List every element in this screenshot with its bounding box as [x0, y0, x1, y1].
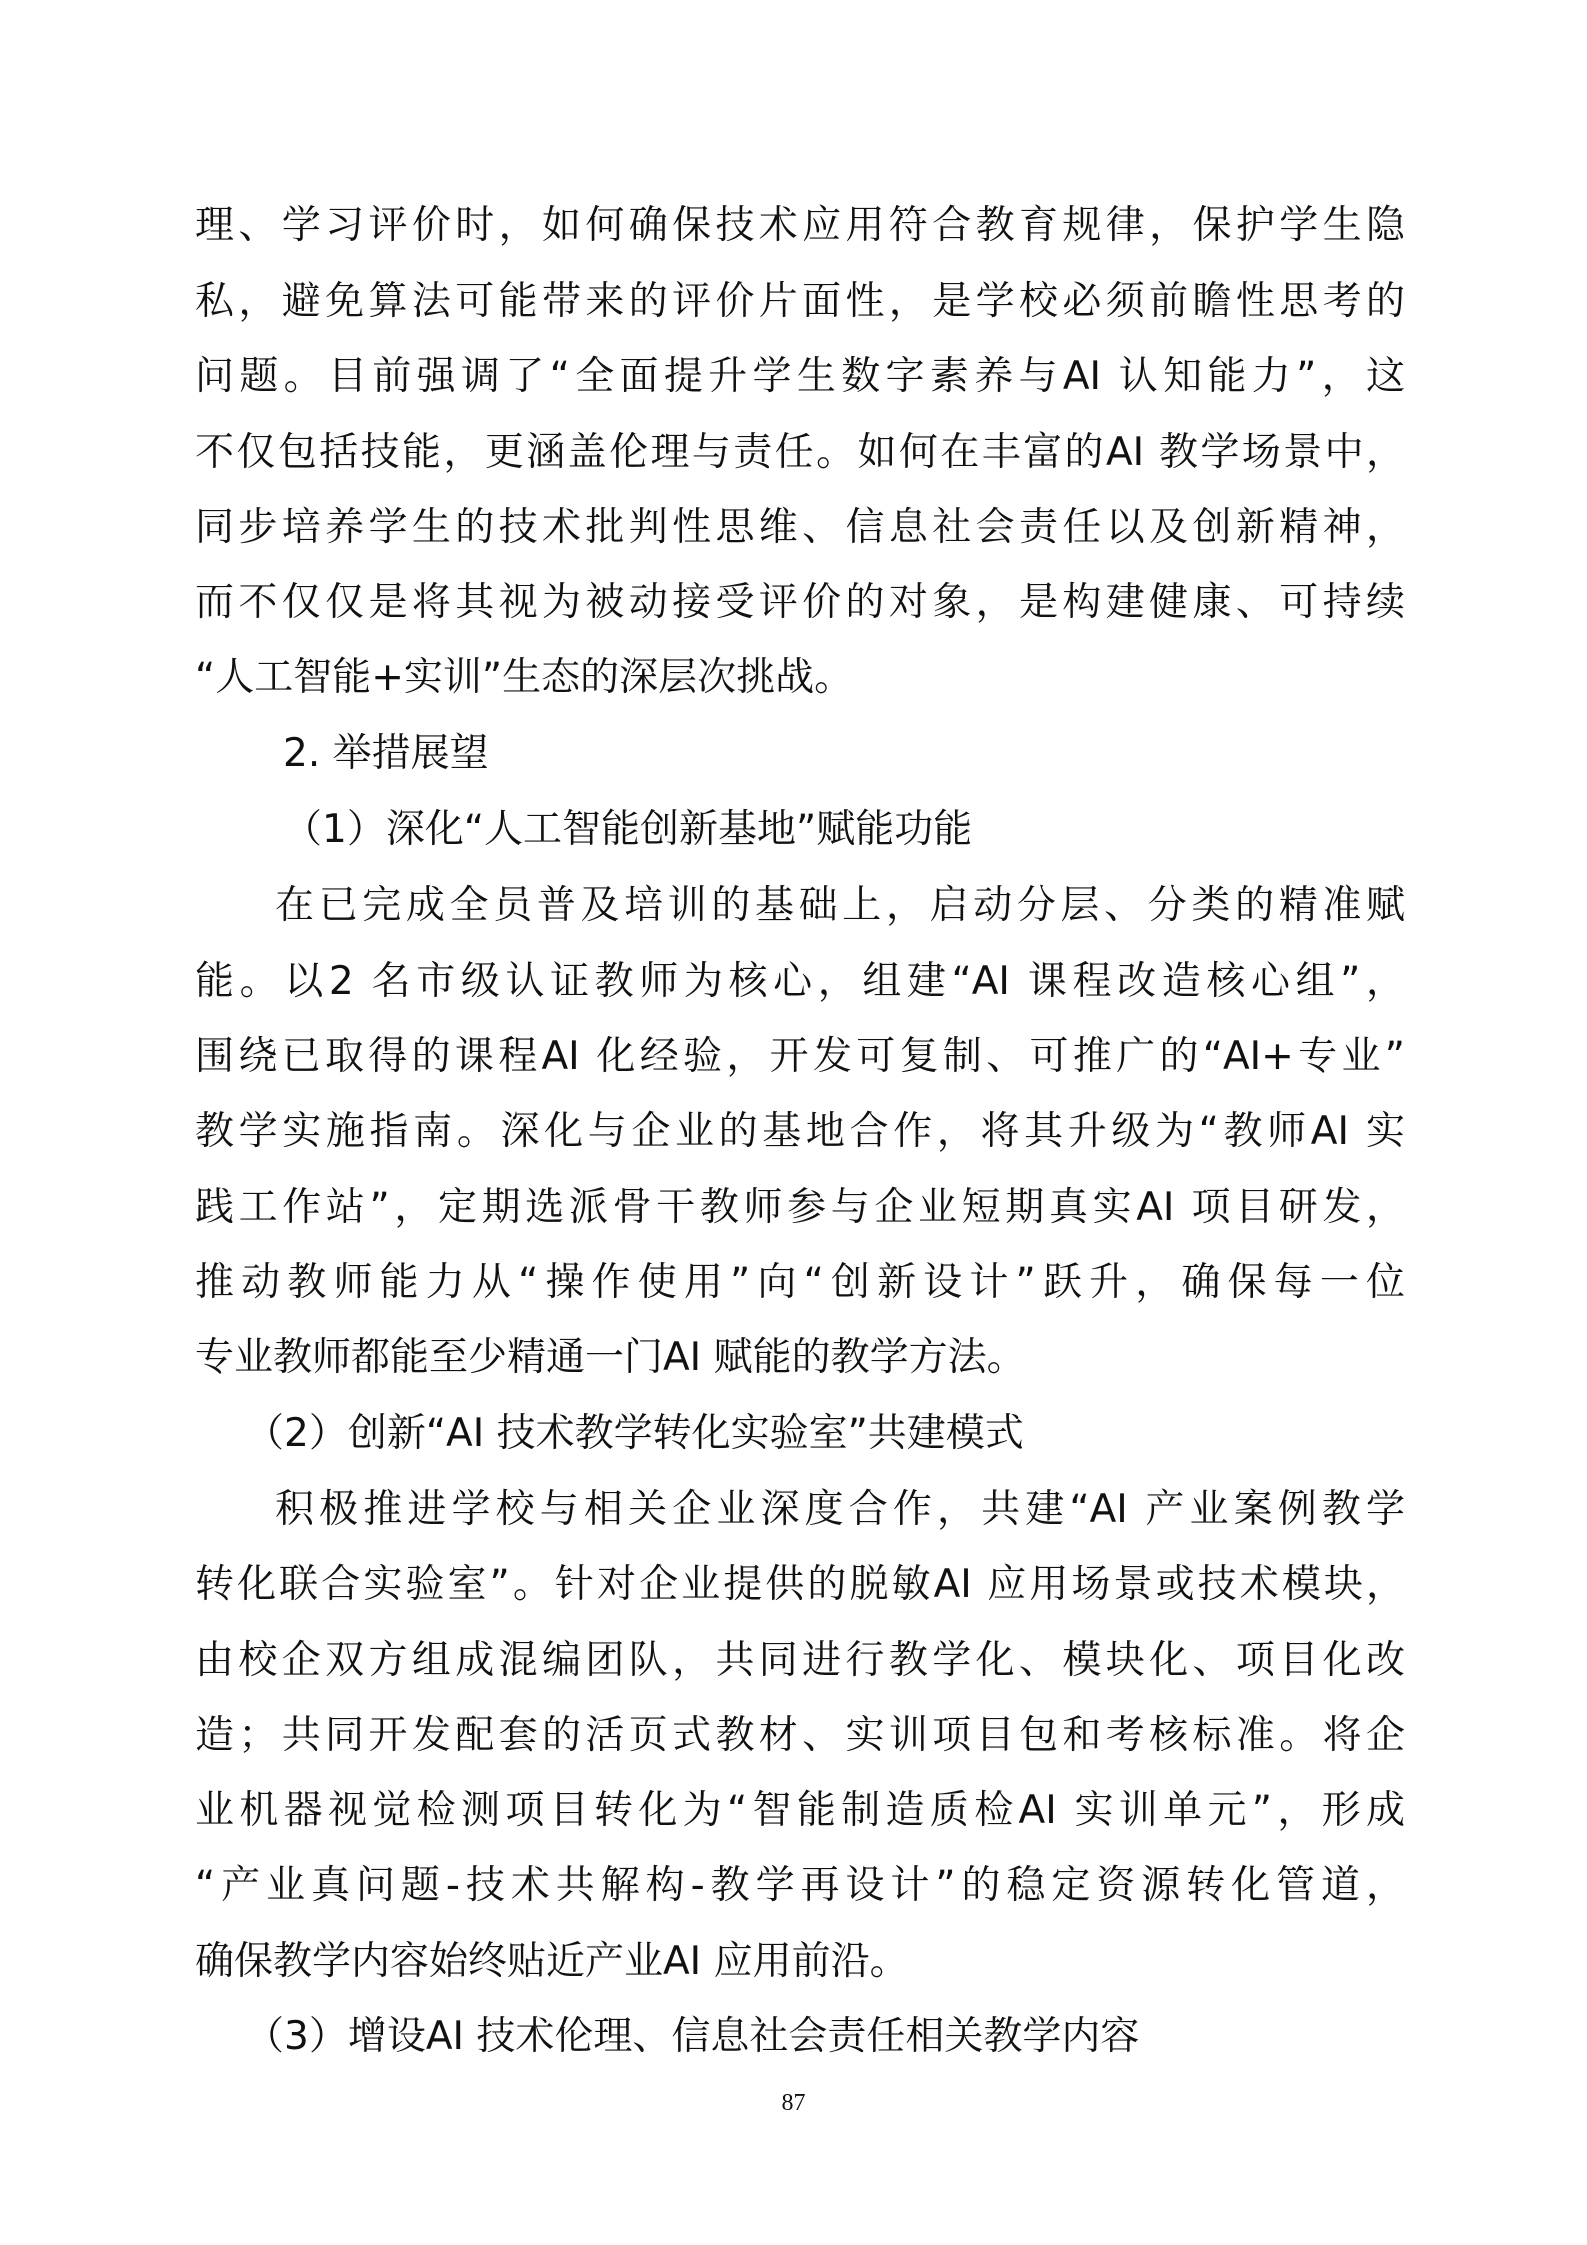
text-line: 专业教师都能至少精通一门AI 赋能的教学方法。: [195, 1335, 1026, 1380]
text-line: “人工智能+实训”生态的深层次挑战。: [195, 655, 854, 700]
text-line: 教学实施指南。深化与企业的基地合作，将其升级为“教师AI 实: [195, 1109, 1405, 1154]
text-line: 理、学习评价时，如何确保技术应用符合教育规律，保护学生隐: [195, 203, 1405, 248]
text-line: 不仅包括技能，更涵盖伦理与责任。如何在丰富的AI 教学场景中，: [195, 430, 1405, 475]
text-line: 而不仅仅是将其视为被动接受评价的对象，是构建健康、可持续: [195, 580, 1405, 625]
text-line: 业机器视觉检测项目转化为“智能制造质检AI 实训单元”，形成: [195, 1788, 1405, 1833]
text-line: 同步培养学生的技术批判性思维、信息社会责任以及创新精神，: [195, 505, 1405, 550]
text-line: 转化联合实验室”。针对企业提供的脱敏AI 应用场景或技术模块，: [195, 1562, 1405, 1607]
text-line: 问题。目前强调了“全面提升学生数字素养与AI 认知能力”，这: [195, 354, 1405, 399]
text-line: 私，避免算法可能带来的评价片面性，是学校必须前瞻性思考的: [195, 279, 1405, 324]
text-line: “产业真问题-技术共解构-教学再设计”的稳定资源转化管道，: [195, 1863, 1405, 1908]
text-line: 践工作站”，定期选派骨干教师参与企业短期真实AI 项目研发，: [195, 1185, 1405, 1230]
text-line: 2. 举措展望: [283, 731, 489, 776]
text-line: 造；共同开发配套的活页式教材、实训项目包和考核标准。将企: [195, 1713, 1405, 1758]
text-line: （1）深化“人工智能创新基地”赋能功能: [283, 807, 973, 852]
text-line: （2）创新“AI 技术教学转化实验室”共建模式: [245, 1411, 1024, 1456]
text-line: 由校企双方组成混编团队，共同进行教学化、模块化、项目化改: [195, 1638, 1405, 1683]
text-line: 在已完成全员普及培训的基础上，启动分层、分类的精准赋: [275, 883, 1405, 928]
text-line: 确保教学内容始终贴近产业AI 应用前沿。: [195, 1939, 909, 1984]
text-line: 推动教师能力从“操作使用”向“创新设计”跃升，确保每一位: [195, 1260, 1405, 1305]
text-line: 围绕已取得的课程AI 化经验，开发可复制、可推广的“AI+专业”: [195, 1034, 1405, 1079]
text-line: 能。以2 名市级认证教师为核心，组建“AI 课程改造核心组”，: [195, 959, 1405, 1004]
text-line: （3）增设AI 技术伦理、信息社会责任相关教学内容: [245, 2014, 1140, 2059]
text-line: 积极推进学校与相关企业深度合作，共建“AI 产业案例教学: [275, 1487, 1405, 1532]
page-number: 87: [781, 2090, 806, 2116]
